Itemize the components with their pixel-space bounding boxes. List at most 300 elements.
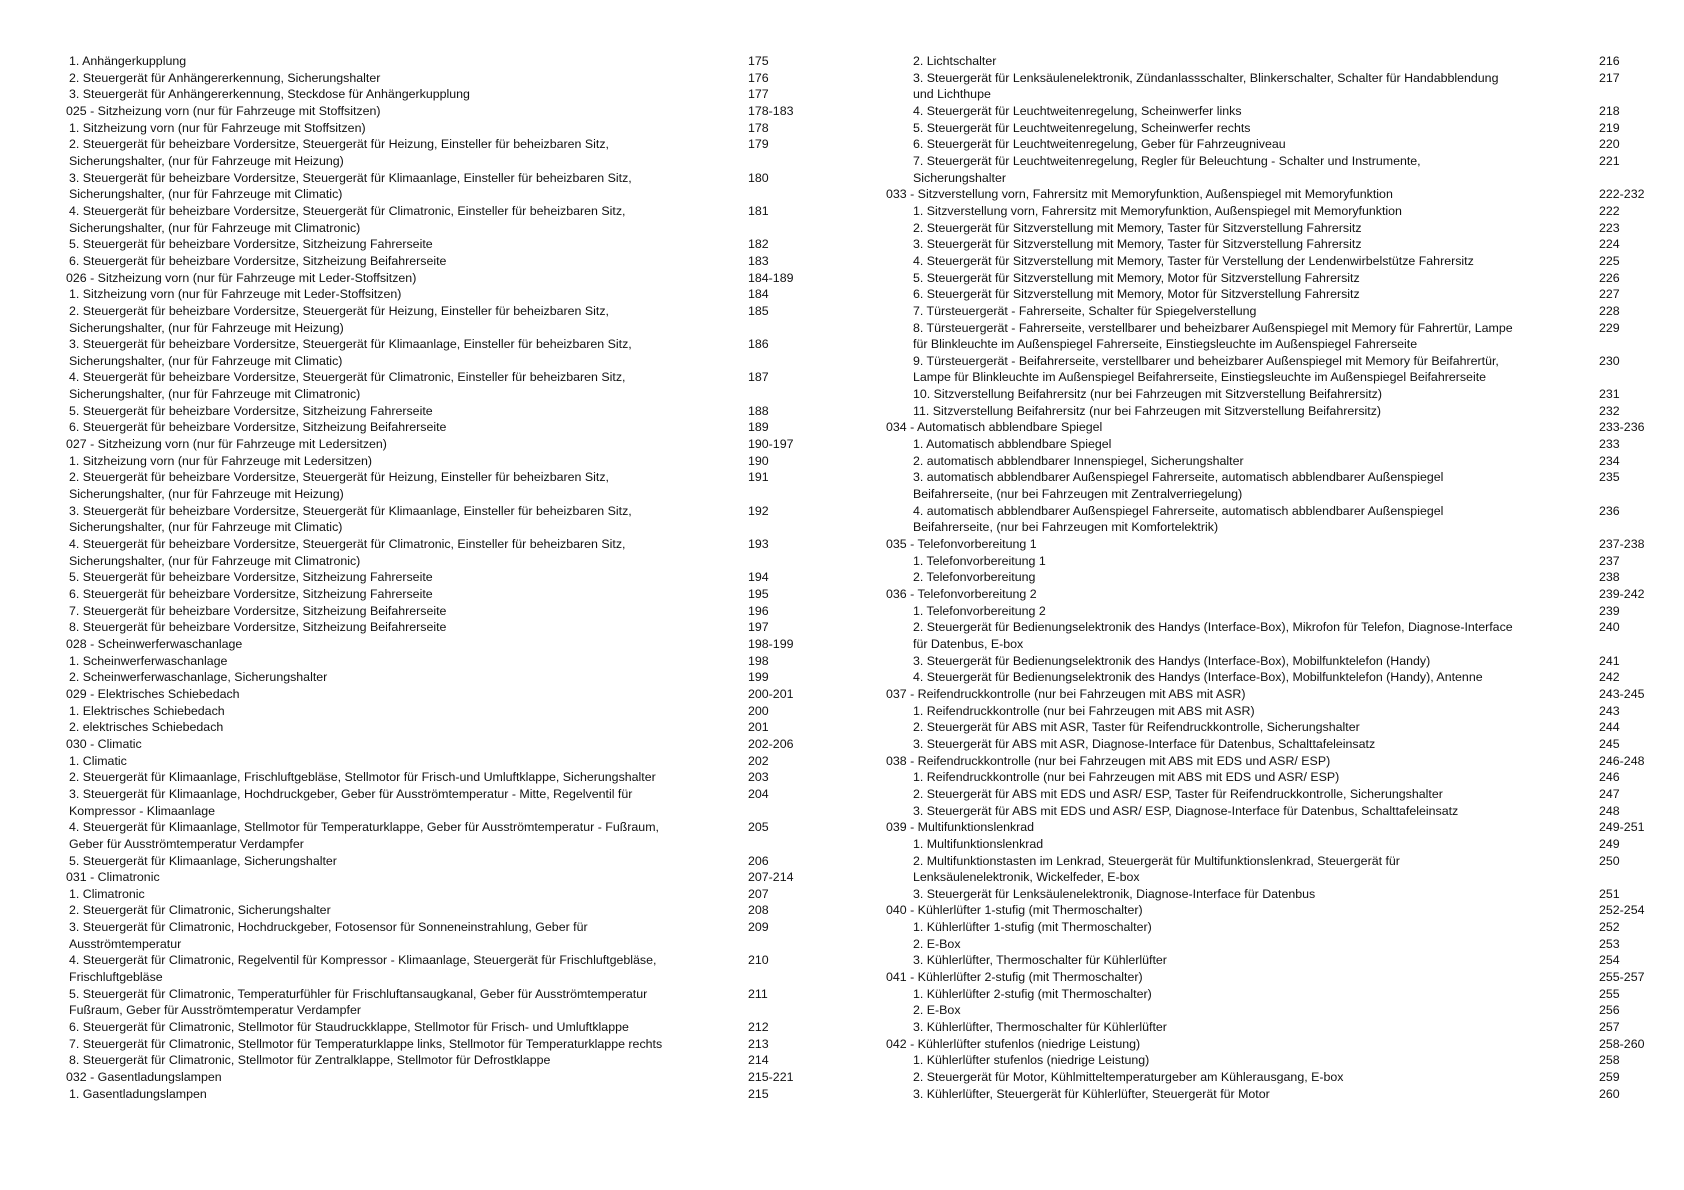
toc-entry — [66, 1086, 816, 1103]
toc-entry — [886, 270, 1646, 287]
toc-entry-title: 6. Steuergerät für beheizbare Vordersitze, Sitzheizung Beifahrerseite — [69, 253, 447, 268]
toc-entry — [886, 853, 1646, 886]
toc-entry — [66, 170, 816, 203]
toc-entry — [66, 286, 816, 303]
toc-entry-title: 029 - Elektrisches Schiebedach — [66, 686, 240, 701]
toc-entry-title: 7. Steuergerät für beheizbare Vordersitze, Sitzheizung Beifahrerseite — [69, 603, 447, 618]
toc-entry — [66, 253, 816, 270]
toc-section-heading — [886, 753, 1646, 770]
toc-entry-title: 1. Gasentladungslampen — [69, 1086, 207, 1101]
toc-page-number: 203 — [748, 770, 769, 785]
toc-entry — [66, 919, 816, 952]
toc-entry-title: 3. Kühlerlüfter, Thermoschalter für Kühlerlüfter — [913, 1020, 1167, 1035]
toc-page-number: 239 — [1599, 603, 1620, 618]
toc-page-number: 227 — [1599, 287, 1620, 302]
toc-entry — [66, 569, 816, 586]
toc-page-number: 237-238 — [1599, 537, 1645, 552]
toc-entry — [886, 736, 1646, 753]
toc-page-number: 258-260 — [1599, 1036, 1645, 1051]
toc-page-number: 184 — [748, 287, 769, 302]
toc-entry — [66, 786, 816, 819]
toc-page-number: 212 — [748, 1020, 769, 1035]
toc-section-heading — [886, 186, 1646, 203]
toc-page-number: 182 — [748, 237, 769, 252]
toc-page-number: 200 — [748, 703, 769, 718]
toc-page-number: 226 — [1599, 270, 1620, 285]
toc-section-heading — [66, 636, 816, 653]
toc-entry-title: 040 - Kühlerlüfter 1-stufig (mit Thermoschalter) — [886, 903, 1143, 918]
toc-page-number: 176 — [748, 70, 769, 85]
toc-entry-title: 1. Scheinwerferwaschanlage — [69, 653, 228, 668]
toc-page-number: 235 — [1599, 470, 1620, 485]
toc-entry-title: 1. Climatic — [69, 753, 127, 768]
toc-page-number: 179 — [748, 137, 769, 152]
toc-entry-title: 4. Steuergerät für Leuchtweitenregelung, Scheinwerfer links — [913, 103, 1242, 118]
toc-page-number: 255-257 — [1599, 970, 1645, 985]
toc-entry-title: 1. Sitzheizung vorn (nur für Fahrzeuge mit Stoffsitzen) — [69, 120, 366, 135]
toc-entry — [66, 403, 816, 420]
toc-entry-title: 5. Steuergerät für Climatronic, Temperaturfühler für Frischluftansaugkanal, Geber für Ausströmtemperatur Fußraum, Geber für Ausströmtemperatur Verdampfer — [69, 986, 648, 1018]
toc-entry — [66, 769, 816, 786]
toc-entry — [66, 619, 816, 636]
toc-page-number: 252 — [1599, 920, 1620, 935]
toc-entry-title: 5. Steuergerät für beheizbare Vordersitze, Sitzheizung Fahrerseite — [69, 570, 433, 585]
toc-entry — [66, 203, 816, 236]
toc-entry — [886, 1019, 1646, 1036]
toc-entry-title: 4. automatisch abblendbarer Außenspiegel Fahrerseite, automatisch abblendbarer Außenspiegel Beifahrerseite, (nur bei Fahrzeugen mit Komfortelektrik) — [913, 503, 1444, 535]
toc-entry — [886, 569, 1646, 586]
toc-entry — [66, 303, 816, 336]
toc-entry-title: 1. Telefonvorbereitung 2 — [913, 603, 1046, 618]
toc-entry — [886, 703, 1646, 720]
toc-page-number: 205 — [748, 820, 769, 835]
toc-entry-title: 5. Steuergerät für beheizbare Vordersitze, Sitzheizung Fahrerseite — [69, 237, 433, 252]
toc-entry-title: 1. Kühlerlüfter stufenlos (niedrige Leistung) — [913, 1053, 1150, 1068]
toc-page-number: 215-221 — [748, 1070, 794, 1085]
toc-entry-title: 10. Sitzverstellung Beifahrersitz (nur bei Fahrzeugen mit Sitzverstellung Beifahrersitz) — [913, 387, 1382, 402]
toc-entry-title: 5. Steuergerät für beheizbare Vordersitze, Sitzheizung Fahrerseite — [69, 403, 433, 418]
toc-page-number: 201 — [748, 720, 769, 735]
toc-page-number: 255 — [1599, 986, 1620, 1001]
toc-entry-title: 4. Steuergerät für beheizbare Vordersitze, Steuergerät für Climatronic, Einsteller für beheizbaren Sitz, Sicherungshalter, (nur für Fahrzeuge mit Climatronic) — [69, 370, 626, 402]
toc-entry-title: 2. Steuergerät für Klimaanlage, Frischluftgebläse, Stellmotor für Frisch-und Umluftklappe, Sicherungshalter — [69, 770, 656, 785]
toc-entry — [886, 786, 1646, 803]
toc-page-number: 248 — [1599, 803, 1620, 818]
toc-page-number: 238 — [1599, 570, 1620, 585]
toc-entry — [886, 103, 1646, 120]
toc-entry-title: 6. Steuergerät für Climatronic, Stellmotor für Staudruckklappe, Stellmotor für Frisch- und Umluftklappe — [69, 1020, 629, 1035]
toc-page-number: 202-206 — [748, 736, 794, 751]
toc-page-number: 187 — [748, 370, 769, 385]
toc-entry-title: 2. Steuergerät für ABS mit ASR, Taster für Reifendruckkontrolle, Sicherungshalter — [913, 720, 1360, 735]
toc-entry — [886, 70, 1646, 103]
toc-entry-title: 5. Steuergerät für Klimaanlage, Sicherungshalter — [69, 853, 337, 868]
toc-page-number: 192 — [748, 503, 769, 518]
toc-page-number: 260 — [1599, 1086, 1620, 1101]
toc-page-number: 243 — [1599, 703, 1620, 718]
toc-entry-title: 1. Kühlerlüfter 2-stufig (mit Thermoschalter) — [913, 986, 1152, 1001]
toc-entry-title: 035 - Telefonvorbereitung 1 — [886, 537, 1037, 552]
toc-entry-title: 3. Steuergerät für Lenksäulenelektronik, Zündanlassschalter, Blinkerschalter, Schalter für Handabblendung und Lichthupe — [913, 70, 1499, 102]
toc-entry-title: 4. Steuergerät für beheizbare Vordersitze, Steuergerät für Climatronic, Einsteller für beheizbaren Sitz, Sicherungshalter, (nur für Fahrzeuge mit Climatronic) — [69, 537, 626, 568]
toc-page-number: 181 — [748, 203, 769, 218]
toc-page-number: 224 — [1599, 237, 1620, 252]
toc-entry-title: 2. Telefonvorbereitung — [913, 570, 1036, 585]
toc-page-number: 251 — [1599, 886, 1620, 901]
toc-entry-title: 2. Steuergerät für beheizbare Vordersitze, Steuergerät für Heizung, Einsteller für beheizbaren Sitz, Sicherungshalter, (nur für Fahrzeuge mit Heizung) — [69, 470, 609, 502]
toc-entry — [886, 453, 1646, 470]
toc-entry-title: 2. Steuergerät für Bedienungselektronik des Handys (Interface-Box), Mikrofon für Telefon, Diagnose-Interface für Datenbus, E-box — [913, 620, 1513, 651]
toc-page-number: 223 — [1599, 220, 1620, 235]
toc-entry-title: 1. Automatisch abblendbare Spiegel — [913, 437, 1112, 452]
toc-entry — [66, 369, 816, 402]
toc-page-number: 258 — [1599, 1053, 1620, 1068]
toc-entry — [886, 919, 1646, 936]
toc-page-number: 253 — [1599, 936, 1620, 951]
toc-entry-title: 3. Steuergerät für Anhängererkennung, Steckdose für Anhängerkupplung — [69, 87, 470, 102]
toc-page-number: 219 — [1599, 120, 1620, 135]
toc-entry — [886, 403, 1646, 420]
toc-page-number: 241 — [1599, 653, 1620, 668]
toc-entry-title: 1. Kühlerlüfter 1-stufig (mit Thermoschalter) — [913, 920, 1152, 935]
toc-entry-title: 2. Steuergerät für Sitzverstellung mit Memory, Taster für Sitzverstellung Fahrersitz — [913, 220, 1362, 235]
toc-entry-title: 034 - Automatisch abblendbare Spiegel — [886, 420, 1103, 435]
toc-entry-title: 3. Steuergerät für Bedienungselektronik des Handys (Interface-Box), Mobilfunktelefon (Handy) — [913, 653, 1431, 668]
toc-page-number: 232 — [1599, 403, 1620, 418]
toc-entry — [66, 819, 816, 852]
toc-entry-title: 1. Reifendruckkontrolle (nur bei Fahrzeugen mit ABS mit EDS und ASR/ ESP) — [913, 770, 1340, 785]
toc-page-number: 257 — [1599, 1020, 1620, 1035]
toc-entry — [886, 603, 1646, 620]
toc-page-number: 231 — [1599, 387, 1620, 402]
toc-entry — [886, 1052, 1646, 1069]
toc-entry-title: 3. Steuergerät für ABS mit ASR, Diagnose-Interface für Datenbus, Schalttafeleinsatz — [913, 736, 1376, 751]
toc-entry — [886, 203, 1646, 220]
toc-page-number: 247 — [1599, 786, 1620, 801]
toc-page-number: 184-189 — [748, 270, 794, 285]
toc-entry-title: 4. Steuergerät für Bedienungselektronik des Handys (Interface-Box), Mobilfunktelefon (Handy), Antenne — [913, 670, 1483, 685]
toc-page-number: 217 — [1599, 70, 1620, 85]
toc-page-number: 207-214 — [748, 870, 794, 885]
toc-page-number: 208 — [748, 903, 769, 918]
toc-entry — [886, 952, 1646, 969]
toc-page-number: 233 — [1599, 437, 1620, 452]
toc-entry-title: 3. Kühlerlüfter, Thermoschalter für Kühlerlüfter — [913, 953, 1167, 968]
toc-entry — [886, 220, 1646, 237]
toc-entry-title: 8. Steuergerät für Climatronic, Stellmotor für Zentralklappe, Stellmotor für Defrostklappe — [69, 1053, 551, 1068]
toc-entry — [66, 1036, 816, 1053]
toc-entry-title: 3. Steuergerät für Sitzverstellung mit Memory, Taster für Sitzverstellung Fahrersitz — [913, 237, 1362, 252]
toc-entry — [886, 353, 1646, 386]
toc-entry-title: 1. Sitzheizung vorn (nur für Fahrzeuge mit Leder-Stoffsitzen) — [69, 287, 402, 302]
toc-entry — [886, 719, 1646, 736]
toc-entry-title: 2. Steuergerät für Motor, Kühlmitteltemperaturgeber am Kühlerausgang, E-box — [913, 1070, 1344, 1085]
toc-page-number: 230 — [1599, 353, 1620, 368]
toc-page-number: 234 — [1599, 453, 1620, 468]
toc-entry-title: 2. Steuergerät für beheizbare Vordersitze, Steuergerät für Heizung, Einsteller für beheizbaren Sitz, Sicherungshalter, (nur für Fahrzeuge mit Heizung) — [69, 137, 609, 168]
toc-page-number: 198 — [748, 653, 769, 668]
toc-section-heading — [886, 686, 1646, 703]
toc-page-number: 193 — [748, 537, 769, 552]
toc-entry-title: 2. E-Box — [913, 936, 961, 951]
toc-entry — [66, 503, 816, 536]
toc-page-number: 228 — [1599, 303, 1620, 318]
toc-page-number: 237 — [1599, 553, 1620, 568]
toc-entry — [886, 120, 1646, 137]
toc-entry — [66, 1019, 816, 1036]
toc-page-number: 236 — [1599, 503, 1620, 518]
toc-entry — [886, 153, 1646, 186]
toc-page-number: 214 — [748, 1053, 769, 1068]
toc-page-number: 250 — [1599, 853, 1620, 868]
toc-page-number: 222 — [1599, 203, 1620, 218]
toc-entry-title: 6. Steuergerät für Leuchtweitenregelung, Geber für Fahrzeugniveau — [913, 137, 1286, 152]
toc-page-number: 188 — [748, 403, 769, 418]
toc-page-number: 185 — [748, 303, 769, 318]
toc-entry — [886, 286, 1646, 303]
toc-entry — [886, 553, 1646, 570]
toc-entry-title: 7. Steuergerät für Climatronic, Stellmotor für Temperaturklappe links, Stellmotor für Temperaturklappe rechts — [69, 1036, 663, 1051]
toc-entry — [886, 469, 1646, 502]
toc-section-heading — [886, 536, 1646, 553]
toc-entry-title: 3. Kühlerlüfter, Steuergerät für Kühlerlüfter, Steuergerät für Motor — [913, 1086, 1270, 1101]
toc-entry — [66, 952, 816, 985]
toc-entry — [886, 253, 1646, 270]
toc-entry — [886, 503, 1646, 536]
toc-entry-title: 4. Steuergerät für Climatronic, Regelventil für Kompressor - Klimaanlage, Steuergerät für Frischluftgebläse, Frischluftgebläse — [69, 953, 657, 985]
toc-entry — [66, 603, 816, 620]
toc-entry-title: 5. Steuergerät für Sitzverstellung mit Memory, Motor für Sitzverstellung Fahrersitz — [913, 270, 1360, 285]
toc-entry-title: 3. automatisch abblendbarer Außenspiegel Fahrerseite, automatisch abblendbarer Außenspiegel Beifahrerseite, (nur bei Fahrzeugen mit Zentralverriegelung) — [913, 470, 1444, 502]
toc-entry-title: 039 - Multifunktionslenkrad — [886, 820, 1035, 835]
toc-entry — [66, 120, 816, 137]
toc-page-number: 190-197 — [748, 437, 794, 452]
toc-section-heading — [886, 819, 1646, 836]
toc-entry-title: 1. Sitzheizung vorn (nur für Fahrzeuge mit Ledersitzen) — [69, 453, 373, 468]
toc-entry-title: 026 - Sitzheizung vorn (nur für Fahrzeuge mit Leder-Stoffsitzen) — [66, 270, 417, 285]
toc-page-number: 225 — [1599, 253, 1620, 268]
toc-entry — [66, 986, 816, 1019]
toc-page-number: 244 — [1599, 720, 1620, 735]
toc-entry — [886, 886, 1646, 903]
toc-entry-title: 4. Steuergerät für Sitzverstellung mit Memory, Taster für Verstellung der Lendenwirbelstütze Fahrersitz — [913, 253, 1474, 268]
toc-entry-title: 4. Steuergerät für beheizbare Vordersitze, Steuergerät für Climatronic, Einsteller für beheizbaren Sitz, Sicherungshalter, (nur für Fahrzeuge mit Climatronic) — [69, 203, 626, 235]
toc-entry-title: 036 - Telefonvorbereitung 2 — [886, 587, 1037, 601]
toc-entry-title: 3. Steuergerät für beheizbare Vordersitze, Steuergerät für Klimaanlage, Einsteller für beheizbaren Sitz, Sicherungshalter, (nur für Fahrzeuge mit Climatic) — [69, 170, 632, 202]
toc-entry-title: 1. Anhängerkupplung — [69, 54, 187, 68]
toc-entry — [886, 836, 1646, 853]
toc-entry — [886, 53, 1646, 70]
toc-page-number: 178 — [748, 120, 769, 135]
toc-entry — [66, 719, 816, 736]
toc-entry-title: 6. Steuergerät für beheizbare Vordersitze, Sitzheizung Fahrerseite — [69, 587, 433, 601]
toc-entry-title: 027 - Sitzheizung vorn (nur für Fahrzeuge mit Ledersitzen) — [66, 437, 387, 452]
toc-entry — [886, 136, 1646, 153]
toc-entry — [886, 769, 1646, 786]
toc-page-number: 207 — [748, 886, 769, 901]
toc-entry-title: 032 - Gasentladungslampen — [66, 1070, 222, 1085]
toc-entry-title: 1. Telefonvorbereitung 1 — [913, 553, 1046, 568]
toc-entry-title: 025 - Sitzheizung vorn (nur für Fahrzeuge mit Stoffsitzen) — [66, 103, 381, 118]
toc-entry-title: 4. Steuergerät für Klimaanlage, Stellmotor für Temperaturklappe, Geber für Ausströmtemperatur - Fußraum, Geber für Ausströmtemperatur Verdampfer — [69, 820, 659, 851]
toc-section-heading — [886, 586, 1646, 603]
toc-entry — [66, 669, 816, 686]
toc-entry-title: 2. Steuergerät für Climatronic, Sicherungshalter — [69, 903, 331, 918]
toc-entry-title: 3. Steuergerät für ABS mit EDS und ASR/ ESP, Diagnose-Interface für Datenbus, Schalttafeleinsatz — [913, 803, 1459, 818]
toc-page-number: 204 — [748, 786, 769, 801]
toc-entry — [66, 536, 816, 569]
toc-section-heading — [66, 736, 816, 753]
toc-page-number: 254 — [1599, 953, 1620, 968]
toc-page-number: 246 — [1599, 770, 1620, 785]
toc-section-heading — [886, 902, 1646, 919]
toc-page-number: 196 — [748, 603, 769, 618]
toc-section-heading — [66, 686, 816, 703]
toc-entry — [886, 1002, 1646, 1019]
toc-page-number: 229 — [1599, 320, 1620, 335]
toc-entry — [66, 886, 816, 903]
toc-page-number: 195 — [748, 587, 769, 601]
toc-entry-title: 6. Steuergerät für beheizbare Vordersitze, Sitzheizung Beifahrerseite — [69, 420, 447, 435]
toc-page-number: 178-183 — [748, 103, 794, 118]
toc-entry-title: 2. automatisch abblendbarer Innenspiegel, Sicherungshalter — [913, 453, 1244, 468]
toc-entry-title: 037 - Reifendruckkontrolle (nur bei Fahrzeugen mit ABS mit ASR) — [886, 686, 1246, 701]
toc-entry — [66, 136, 816, 169]
toc-entry — [886, 936, 1646, 953]
toc-entry-title: 2. Scheinwerferwaschanlage, Sicherungshalter — [69, 670, 328, 685]
toc-entry-title: 5. Steuergerät für Leuchtweitenregelung, Scheinwerfer rechts — [913, 120, 1251, 135]
toc-page-number: 239-242 — [1599, 587, 1645, 601]
toc-entry — [886, 669, 1646, 686]
toc-page-number: 249 — [1599, 836, 1620, 851]
toc-page-number: 177 — [748, 87, 769, 102]
toc-page-number: 256 — [1599, 1003, 1620, 1018]
toc-entry — [66, 653, 816, 670]
toc-entry — [66, 902, 816, 919]
toc-entry-title: 3. Steuergerät für Lenksäulenelektronik, Diagnose-Interface für Datenbus — [913, 886, 1316, 901]
toc-entry-title: 2. elektrisches Schiebedach — [69, 720, 224, 735]
toc-page-number: 175 — [748, 54, 769, 68]
toc-page-number: 210 — [748, 953, 769, 968]
toc-page-number: 190 — [748, 453, 769, 468]
toc-page-number: 202 — [748, 753, 769, 768]
toc-page-number: 252-254 — [1599, 903, 1645, 918]
toc-page-number: 200-201 — [748, 686, 794, 701]
toc-entry-title: 3. Steuergerät für beheizbare Vordersitze, Steuergerät für Klimaanlage, Einsteller für beheizbaren Sitz, Sicherungshalter, (nur für Fahrzeuge mit Climatic) — [69, 337, 632, 368]
toc-entry-title: 038 - Reifendruckkontrolle (nur bei Fahrzeugen mit ABS mit EDS und ASR/ ESP) — [886, 753, 1331, 768]
toc-entry-title: 8. Steuergerät für beheizbare Vordersitze, Sitzheizung Beifahrerseite — [69, 620, 447, 635]
toc-entry — [66, 336, 816, 369]
toc-entry — [886, 386, 1646, 403]
toc-entry — [886, 303, 1646, 320]
toc-entry-title: 1. Climatronic — [69, 886, 145, 901]
toc-entry-title: 1. Multifunktionslenkrad — [913, 836, 1044, 851]
toc-page-number: 189 — [748, 420, 769, 435]
toc-section-heading — [886, 419, 1646, 436]
toc-page-number: 245 — [1599, 736, 1620, 751]
toc-entry-title: 9. Türsteuergerät - Beifahrerseite, verstellbarer und beheizbarer Außenspiegel mit Memory für Beifahrertür, Lampe für Blinkleuchte im Außenspiegel Beifahrerseite, Einstiegsleuchte im Außenspiegel Beifahrerseite — [913, 353, 1499, 385]
toc-page-number: 211 — [748, 986, 768, 1001]
toc-entry — [66, 753, 816, 770]
toc-entry-title: 2. Steuergerät für Anhängererkennung, Sicherungshalter — [69, 70, 381, 85]
toc-entry — [66, 469, 816, 502]
toc-entry — [886, 320, 1646, 353]
toc-entry — [886, 436, 1646, 453]
toc-entry-title: 2. Lichtschalter — [913, 54, 997, 68]
toc-entry — [66, 586, 816, 603]
toc-entry-title: 3. Steuergerät für Climatronic, Hochdruckgeber, Fotosensor für Sonneneinstrahlung, Geber für Ausströmtemperatur — [69, 920, 588, 951]
toc-entry-title: 7. Türsteuergerät - Fahrerseite, Schalter für Spiegelverstellung — [913, 303, 1257, 318]
toc-section-heading — [66, 1069, 816, 1086]
toc-section-heading — [886, 1036, 1646, 1053]
toc-entry-title: 033 - Sitzverstellung vorn, Fahrersitz mit Memoryfunktion, Außenspiegel mit Memoryfunktion — [886, 187, 1393, 202]
toc-entry-title: 041 - Kühlerlüfter 2-stufig (mit Thermoschalter) — [886, 970, 1143, 985]
toc-entry-title: 2. Multifunktionstasten im Lenkrad, Steuergerät für Multifunktionslenkrad, Steuergerät für Lenksäulenelektronik, Wickelfeder, E-box — [913, 853, 1400, 885]
toc-page-number: 191 — [748, 470, 769, 485]
toc-page-number: 259 — [1599, 1070, 1620, 1085]
toc-left-column — [66, 53, 816, 1102]
toc-page-number: 233-236 — [1599, 420, 1645, 435]
toc-entry — [66, 853, 816, 870]
toc-page-number: 222-232 — [1599, 187, 1645, 202]
toc-right-column — [886, 53, 1646, 1102]
toc-page-number: 206 — [748, 853, 769, 868]
toc-page-number: 243-245 — [1599, 686, 1645, 701]
toc-entry-title: 2. Steuergerät für ABS mit EDS und ASR/ ESP, Taster für Reifendruckkontrolle, Sicherungshalter — [913, 786, 1443, 801]
toc-section-heading — [66, 436, 816, 453]
toc-entry — [66, 419, 816, 436]
toc-section-heading — [66, 869, 816, 886]
toc-entry — [886, 619, 1646, 652]
toc-page-number: 183 — [748, 253, 769, 268]
toc-entry-title: 031 - Climatronic — [66, 870, 160, 885]
toc-entry-title: 042 - Kühlerlüfter stufenlos (niedrige Leistung) — [886, 1036, 1141, 1051]
toc-entry-title: 11. Sitzverstellung Beifahrersitz (nur bei Fahrzeugen mit Sitzverstellung Beifahrersitz) — [913, 403, 1382, 418]
toc-page-number: 220 — [1599, 137, 1620, 152]
toc-entry-title: 7. Steuergerät für Leuchtweitenregelung, Regler für Beleuchtung - Schalter und Instrumente, Sicherungshalter — [913, 153, 1421, 185]
toc-page-number: 209 — [748, 920, 769, 935]
toc-page-number: 186 — [748, 337, 769, 352]
toc-entry — [886, 986, 1646, 1003]
toc-page-number: 198-199 — [748, 636, 794, 651]
toc-page-number: 218 — [1599, 103, 1620, 118]
toc-entry-title: 6. Steuergerät für Sitzverstellung mit Memory, Motor für Sitzverstellung Fahrersitz — [913, 287, 1360, 302]
toc-entry — [66, 70, 816, 87]
toc-page-number: 216 — [1599, 54, 1620, 68]
toc-section-heading — [886, 969, 1646, 986]
toc-entry — [886, 1086, 1646, 1103]
toc-entry-title: 030 - Climatic — [66, 736, 142, 751]
toc-page-number: 240 — [1599, 620, 1620, 635]
toc-entry-title: 3. Steuergerät für Klimaanlage, Hochdruckgeber, Geber für Ausströmtemperatur - Mitte, Regelventil für Kompressor - Klimaanlage — [69, 786, 633, 818]
toc-entry-title: 8. Türsteuergerät - Fahrerseite, verstellbarer und beheizbarer Außenspiegel mit Memory für Fahrertür, Lampe für Blinkleuchte im Außenspiegel Fahrerseite, Einstiegsleuchte im Außenspiegel Fahrerseite — [913, 320, 1513, 352]
toc-entry — [66, 53, 816, 70]
toc-entry — [66, 1052, 816, 1069]
toc-page-number: 197 — [748, 620, 769, 635]
toc-entry — [66, 86, 816, 103]
toc-entry — [886, 236, 1646, 253]
toc-page-number: 242 — [1599, 670, 1620, 685]
toc-page-number: 246-248 — [1599, 753, 1645, 768]
toc-entry — [886, 1069, 1646, 1086]
toc-section-heading — [66, 270, 816, 287]
toc-page-number: 213 — [748, 1036, 769, 1051]
toc-entry — [66, 236, 816, 253]
toc-entry-title: 028 - Scheinwerferwaschanlage — [66, 636, 243, 651]
toc-page-number: 249-251 — [1599, 820, 1645, 835]
toc-entry — [66, 453, 816, 470]
toc-section-heading — [66, 103, 816, 120]
